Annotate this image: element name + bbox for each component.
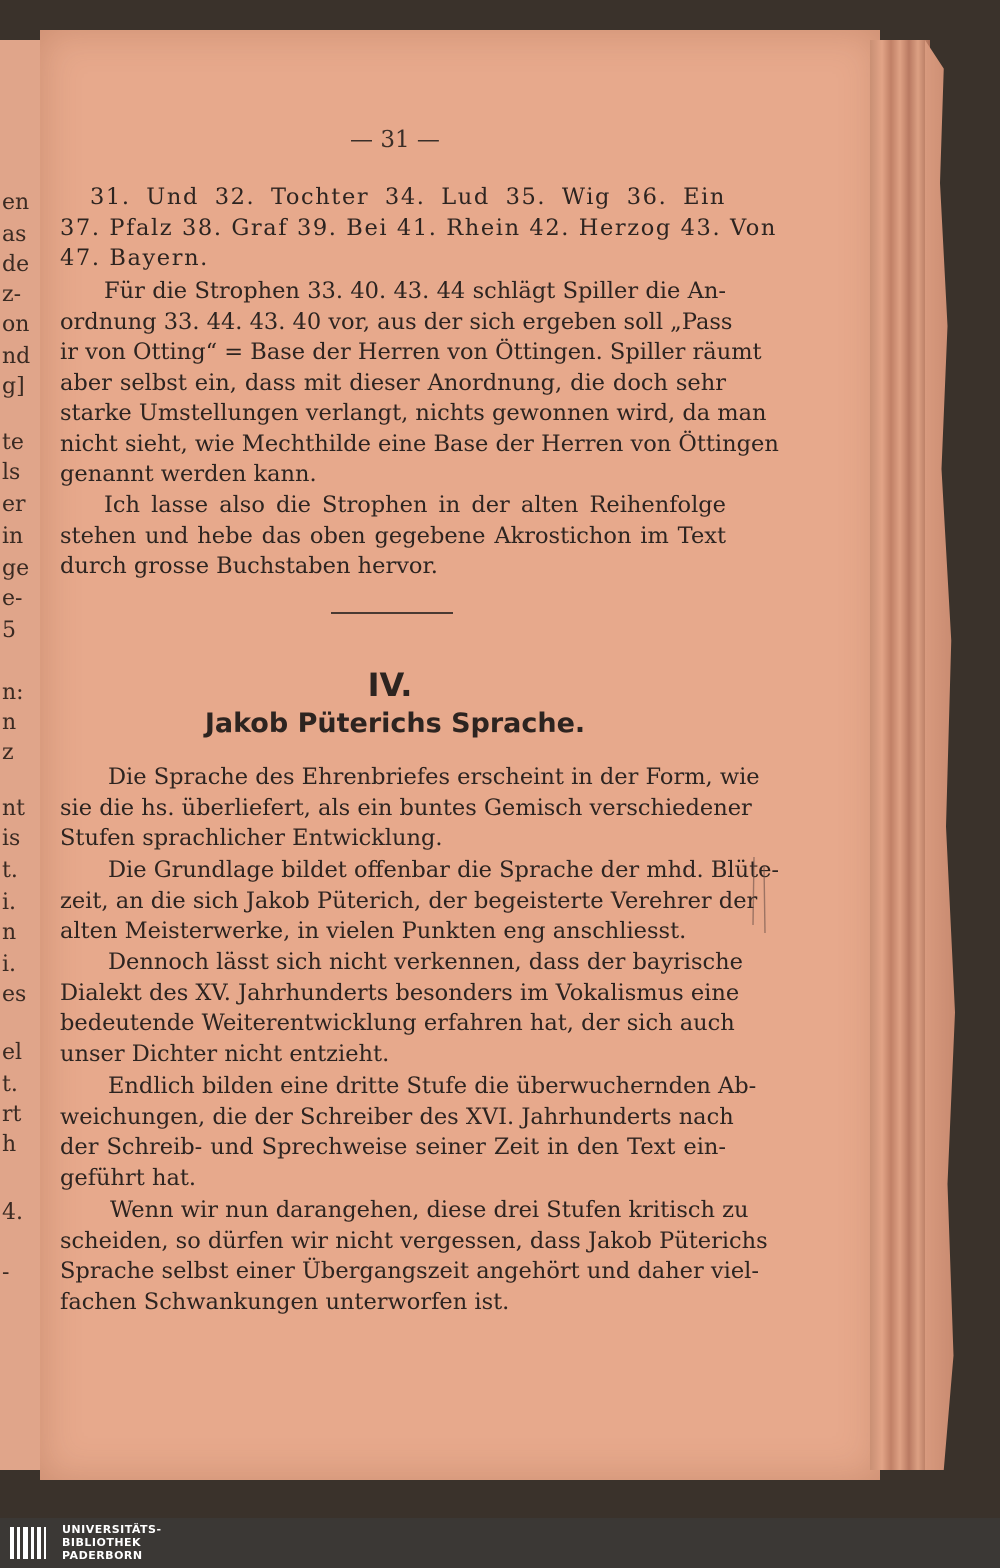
section-number: IV. xyxy=(367,666,413,704)
text-line: Die Sprache des Ehrenbriefes erscheint in der Form, wie xyxy=(108,764,760,790)
text-line: Für die Strophen 33. 40. 43. 44 schlägt Spiller die An- xyxy=(104,278,726,304)
paragraph-stufen-scheiden xyxy=(60,1195,768,1317)
text-line: bedeutende Weiterentwicklung erfahren hat, der sich auch xyxy=(60,1010,735,1036)
previous-page-text-fragment: el xyxy=(2,1040,23,1065)
paragraph-akrostichon-list xyxy=(60,182,777,274)
previous-page-text-fragment: z xyxy=(2,740,14,765)
previous-page-text-fragment: n: xyxy=(2,680,24,705)
library-name-line: PADERBORN xyxy=(62,1549,143,1562)
text-line: stehen und hebe das oben gegebene Akrostichon im Text xyxy=(60,522,726,549)
section-title: Jakob Püterichs Sprache. xyxy=(204,708,586,739)
text-line: zeit, an die sich Jakob Püterich, der begeisterte Verehrer der xyxy=(60,887,758,914)
text-line: Endlich bilden eine dritte Stufe die überwuchernden Ab- xyxy=(108,1073,757,1099)
paragraph-grundlage xyxy=(60,855,780,947)
previous-page-text-fragment: t. xyxy=(2,1072,18,1097)
previous-page-text-fragment: 4. xyxy=(2,1200,23,1225)
previous-page-text-fragment: is xyxy=(2,826,21,851)
text-line: Stufen sprachlicher Entwicklung. xyxy=(60,825,443,851)
text-line: Sprache selbst einer Übergangszeit angehört und daher viel- xyxy=(60,1258,759,1284)
text-line: Wenn wir nun darangehen, diese drei Stufen kritisch zu xyxy=(110,1197,749,1223)
previous-page-text-fragment: 5 xyxy=(2,618,16,643)
text-line: weichungen, die der Schreiber des XVI. Jahrhunderts nach xyxy=(60,1103,734,1130)
previous-page-text-fragment: nt xyxy=(2,796,26,821)
previous-page-text-fragment: en xyxy=(2,190,30,215)
text-line: Dialekt des XV. Jahrhunderts besonders im Vokalismus eine xyxy=(60,979,740,1006)
section-divider xyxy=(331,612,453,614)
previous-page-text-fragment: de xyxy=(2,252,30,277)
previous-page-text-fragment: nd xyxy=(2,344,31,369)
text-line: fachen Schwankungen unterworfen ist. xyxy=(60,1288,510,1315)
previous-page-text-fragment: te xyxy=(2,430,24,455)
paragraph-sprache-form xyxy=(60,762,760,854)
previous-page-text-fragment: e- xyxy=(2,586,23,611)
text-line: aber selbst ein, dass mit dieser Anordnung, die doch sehr xyxy=(60,369,726,396)
text-line: alten Meisterwerke, in vielen Punkten eng anschliesst. xyxy=(60,918,687,944)
text-line: Dennoch lässt sich nicht verkennen, dass der bayrische xyxy=(108,949,743,975)
previous-page-text-fragment: rt xyxy=(2,1102,22,1127)
previous-page-text-fragment: - xyxy=(2,1260,10,1285)
library-name-line: UNIVERSITÄTS- xyxy=(62,1523,162,1536)
paragraph-dialekt xyxy=(60,947,743,1069)
previous-page-text-fragment: in xyxy=(2,524,24,549)
paragraph-dritte-stufe xyxy=(60,1071,757,1193)
text-line: der Schreib- und Sprechweise seiner Zeit in den Text ein- xyxy=(60,1134,726,1160)
text-line: durch grosse Buchstaben hervor. xyxy=(60,553,438,579)
text-line: Die Grundlage bildet offenbar die Sprache der mhd. Blüte- xyxy=(108,857,780,883)
previous-page-text-fragment: as xyxy=(2,222,27,247)
previous-page-text-fragment: on xyxy=(2,312,30,337)
text-line: unser Dichter nicht entzieht. xyxy=(60,1040,390,1067)
previous-page-text-fragment: ls xyxy=(2,460,21,485)
text-line: ordnung 33. 44. 43. 40 vor, aus der sich ergeben soll „Pass xyxy=(60,308,733,335)
text-line: scheiden, so dürfen wir nicht vergessen, dass Jakob Püterichs xyxy=(60,1227,768,1254)
library-logo-icon xyxy=(8,1523,54,1563)
previous-page-text-fragment: ge xyxy=(2,556,30,581)
page-number: — 31 — xyxy=(350,127,440,153)
text-line: ir von Otting“ = Base der Herren von Öttingen. Spiller räumt xyxy=(60,339,762,365)
page-stack-edge xyxy=(870,40,930,1470)
library-name-line: BIBLIOTHEK xyxy=(62,1536,142,1549)
previous-page-edge xyxy=(0,40,42,1470)
paragraph-reihenfolge xyxy=(60,490,726,582)
text-line: sie die hs. überliefert, als ein buntes Gemisch verschiedener xyxy=(60,794,752,821)
paragraph-strophen xyxy=(60,276,779,490)
previous-page-text-fragment: n xyxy=(2,920,17,945)
text-line: Ich lasse also die Strophen in der alten Reihenfolge xyxy=(104,492,726,518)
previous-page-text-fragment: g] xyxy=(2,374,25,399)
library-name xyxy=(62,1523,162,1562)
text-line: nicht sieht, wie Mechthilde eine Base der Herren von Öttingen xyxy=(60,430,779,457)
pencil-margin-mark-icon xyxy=(750,855,770,935)
previous-page-text-fragment: h xyxy=(2,1132,17,1157)
text-line: geführt hat. xyxy=(60,1164,197,1191)
previous-page-text-fragment: i. xyxy=(2,890,17,915)
previous-page-text-fragment: t. xyxy=(2,858,18,883)
text-line: genannt werden kann. xyxy=(60,461,317,487)
text-line: starke Umstellungen verlangt, nichts gewonnen wird, da man xyxy=(60,400,767,426)
previous-page-text-fragment: n xyxy=(2,710,17,735)
text-line: 31. Und 32. Tochter 34. Lud 35. Wig 36. Ein xyxy=(90,184,726,210)
text-line: 47. Bayern. xyxy=(60,245,209,271)
previous-page-text-fragment: i. xyxy=(2,952,17,977)
previous-page-text-fragment: z- xyxy=(2,282,22,307)
previous-page-text-fragment: er xyxy=(2,492,26,517)
previous-page-text-fragment: es xyxy=(2,982,27,1007)
text-line: 37. Pfalz 38. Graf 39. Bei 41. Rhein 42. Herzog 43. Von xyxy=(60,214,777,241)
